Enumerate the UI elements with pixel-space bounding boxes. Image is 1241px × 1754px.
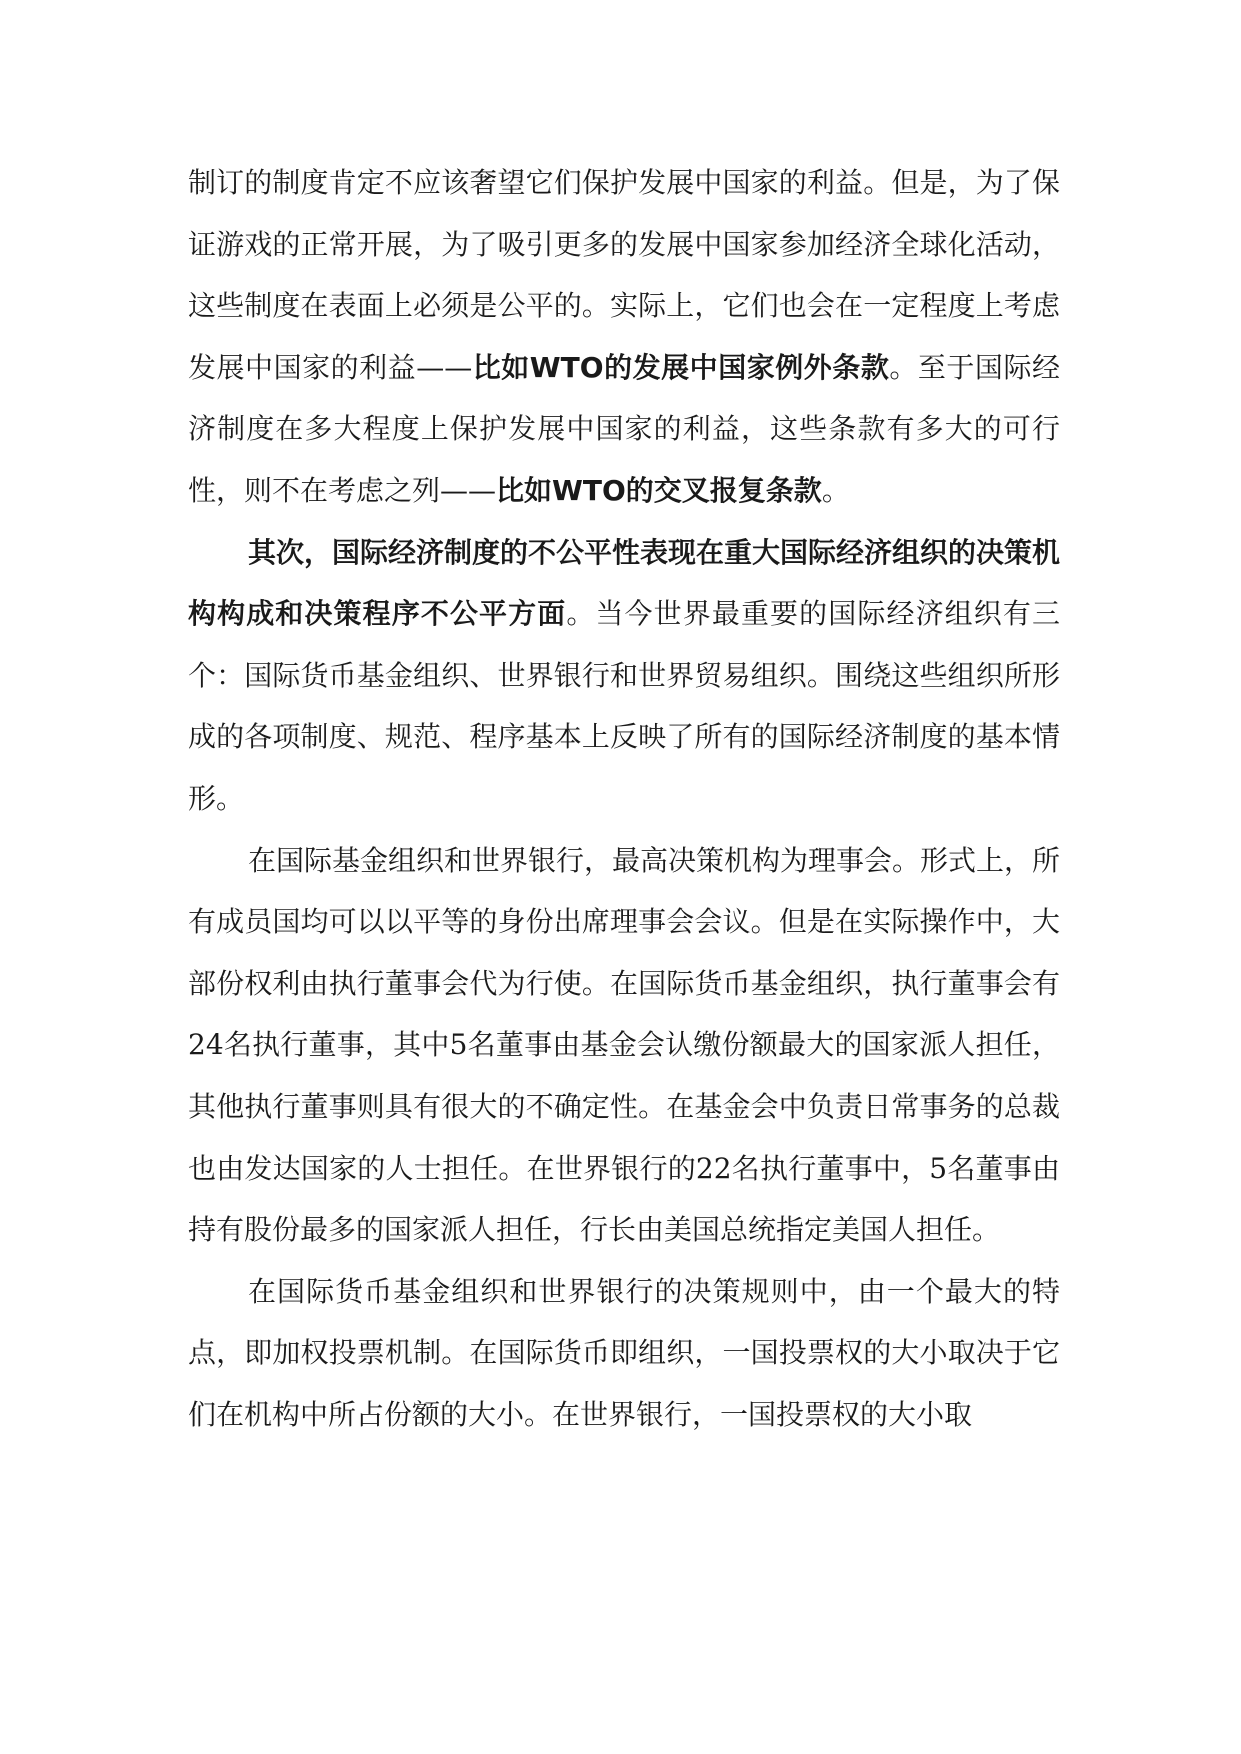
paragraph-2 xyxy=(188,522,1060,830)
paragraph-1 xyxy=(188,152,1060,522)
bold-text-run: 比如WTO的交叉报复条款 xyxy=(496,473,822,507)
paragraph-4 xyxy=(188,1261,1060,1446)
text-run: 。 xyxy=(821,473,850,507)
bold-text-run: 比如WTO的发展中国家例外条款 xyxy=(472,350,890,384)
text-run: 在国际基金组织和世界银行，最高决策机构为理事会。形式上，所有成员国均可以以平等的身份出席理事会会议。但是在实际操作中，大部份权利由执行董事会代为行使。在国际货币基金组织，执行董事会有24名执行董事，其中5名董事由基金会认缴份额最大的国家派人担任，其他执行董事则具有很大的不确定性。在基金会中负责日常事务的总裁也由发达国家的人士担任。在世界银行的22名执行董事中，5名董事由持有股份最多的国家派人担任，行长由美国总统指定美国人担任。 xyxy=(188,843,1061,1247)
paragraph-3 xyxy=(188,830,1060,1261)
text-run: 制订的制度肯定不应该奢望它们保护发展中国家的利益。但是，为了保证游戏的正常开展，为了吸引更多的发展中国家参加经济全球化活动，这些制度在表面上必须是公平的。实际上，它们也会在一定程度上考虑发展中国家的利益—— xyxy=(188,166,1060,384)
body-text xyxy=(188,152,1060,1445)
text-run: 在国际货币基金组织和世界银行的决策规则中，由一个最大的特点，即加权投票机制。在国际货币即组织，一国投票权的大小取决于它们在机构中所占份额的大小。在世界银行，一国投票权的大小取 xyxy=(188,1274,1060,1431)
text-run: 。当今世界最重要的国际经济组织有三个：国际货币基金组织、世界银行和世界贸易组织。围绕这些组织所形成的各项制度、规范、程序基本上反映了所有的国际经济制度的基本情形。 xyxy=(188,597,1060,815)
bold-text-run: 其次，国际经济制度的不公平性表现在重大国际经济组织的决策机构构成和决策程序不公平方面 xyxy=(188,535,1061,631)
text-run: 。至于国际经济制度在多大程度上保护发展中国家的利益，这些条款有多大的可行性，则不在考虑之列—— xyxy=(188,350,1060,507)
